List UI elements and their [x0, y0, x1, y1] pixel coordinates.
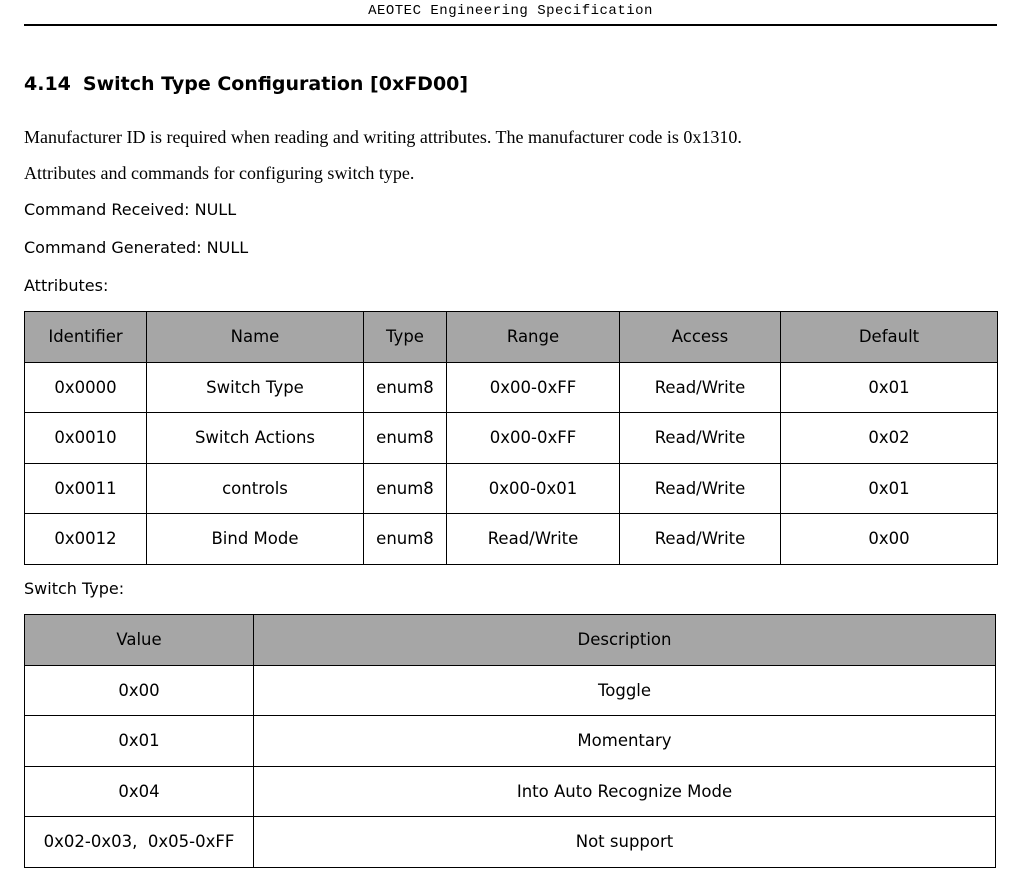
- table-cell: Momentary: [254, 716, 996, 767]
- header-cell: Value: [25, 615, 254, 666]
- table-row: [25, 766, 996, 817]
- table-cell: enum8: [364, 362, 447, 413]
- header-cell: Identifier: [25, 312, 147, 363]
- table-cell: 0x0010: [25, 413, 147, 464]
- table-cell: enum8: [364, 514, 447, 565]
- table-cell: 0x02-0x03, 0x05-0xFF: [25, 817, 254, 868]
- table-cell: 0x01: [25, 716, 254, 767]
- table-cell: enum8: [364, 463, 447, 514]
- section-title: Switch Type Configuration [0xFD00]: [82, 73, 469, 95]
- table-cell: 0x00-0xFF: [447, 362, 620, 413]
- table-cell: 0x0000: [25, 362, 147, 413]
- table-cell: Toggle: [254, 665, 996, 716]
- command-received-line: Command Received: NULL: [24, 200, 237, 219]
- attributes-header-row: [25, 312, 998, 363]
- table-row: [25, 463, 998, 514]
- header-cell: Range: [447, 312, 620, 363]
- section-heading: [24, 70, 468, 98]
- table-cell: 0x04: [25, 766, 254, 817]
- table-cell: Switch Actions: [147, 413, 364, 464]
- header-cell: Default: [781, 312, 998, 363]
- table-cell: controls: [147, 463, 364, 514]
- page-header: AEOTEC Engineering Specification: [24, 0, 997, 26]
- table-cell: 0x02: [781, 413, 998, 464]
- table-cell: Into Auto Recognize Mode: [254, 766, 996, 817]
- manufacturer-paragraph: Manufacturer ID is required when reading and writing attributes. The manufacturer code is 0x1310.: [24, 127, 742, 147]
- table-cell: 0x01: [781, 362, 998, 413]
- table-cell: Read/Write: [620, 362, 781, 413]
- command-generated-line: Command Generated: NULL: [24, 238, 249, 257]
- table-cell: 0x00-0x01: [447, 463, 620, 514]
- table-cell: 0x0012: [25, 514, 147, 565]
- table-cell: Read/Write: [620, 514, 781, 565]
- header-cell: Access: [620, 312, 781, 363]
- section-number: 4.14: [24, 73, 71, 95]
- table-cell: Read/Write: [620, 413, 781, 464]
- switch-type-table: [24, 614, 996, 868]
- table-cell: Switch Type: [147, 362, 364, 413]
- attributes-label: Attributes:: [24, 276, 109, 295]
- table-cell: Bind Mode: [147, 514, 364, 565]
- table-cell: 0x00: [25, 665, 254, 716]
- table-row: [25, 362, 998, 413]
- table-cell: Read/Write: [620, 463, 781, 514]
- switch-type-header-row: [25, 615, 996, 666]
- table-row: [25, 514, 998, 565]
- attributes-table: [24, 311, 998, 565]
- table-cell: 0x0011: [25, 463, 147, 514]
- table-row: [25, 716, 996, 767]
- switch-type-label: Switch Type:: [24, 579, 125, 598]
- header-cell: Description: [254, 615, 996, 666]
- table-cell: enum8: [364, 413, 447, 464]
- table-row: [25, 665, 996, 716]
- table-cell: 0x00: [781, 514, 998, 565]
- table-row: [25, 817, 996, 868]
- table-cell: 0x00-0xFF: [447, 413, 620, 464]
- header-cell: Name: [147, 312, 364, 363]
- table-cell: Not support: [254, 817, 996, 868]
- attributes-description: Attributes and commands for configuring switch type.: [24, 163, 415, 183]
- table-row: [25, 413, 998, 464]
- table-cell: 0x01: [781, 463, 998, 514]
- header-cell: Type: [364, 312, 447, 363]
- table-cell: Read/Write: [447, 514, 620, 565]
